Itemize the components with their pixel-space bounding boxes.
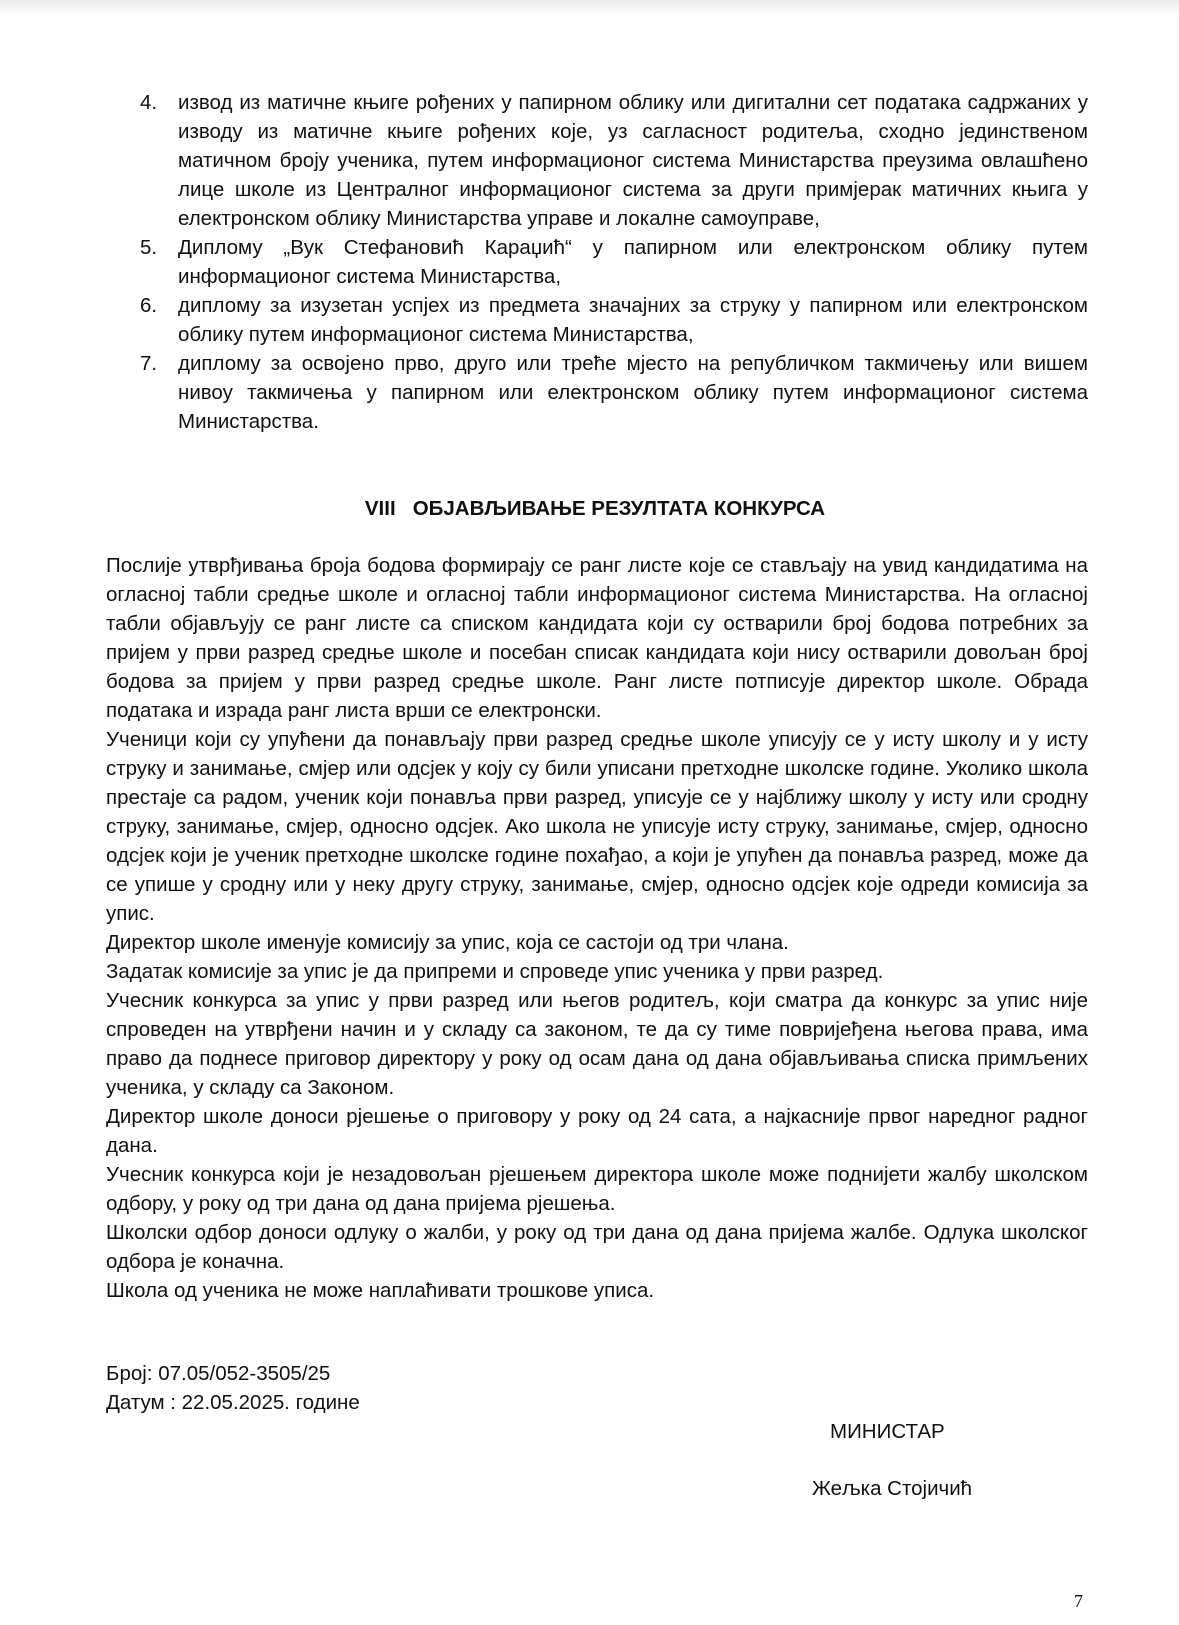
- required-documents-list: [140, 88, 1088, 436]
- list-item-number: 7.: [140, 352, 158, 375]
- list-item-text: диплому за изузетан успјех из предмета значајних за струку у папирном или електронском облику путем информационог система Министарства,: [178, 294, 1088, 346]
- signatory-name: Жељка Стојичић: [812, 1477, 973, 1500]
- paragraph: Директор школе доноси рјешење о приговору у року од 24 сата, а најкасније првог наредног радног дана.: [106, 1105, 1088, 1157]
- paragraph: Задатак комисије за упис је да припреми и спроведе упис ученика у први разред.: [106, 960, 884, 983]
- section-heading: VIII ОБЈАВЉИВАЊЕ РЕЗУЛТАТА КОНКУРСА: [364, 497, 826, 520]
- list-item: [140, 291, 1088, 349]
- paragraph: Учесник конкурса који је незадовољан рјешењем директора школе може поднијети жалбу школском одбору, у року од три дана од дана пријема рјешења.: [106, 1163, 1088, 1215]
- list-item: [140, 88, 1088, 233]
- paragraph: Ученици који су упућени да понављају први разред средње школе уписују се у исту школу и у исту струку и занимање, смјер или одсјек у коју су били уписани претходне школске године. Уколико школа престаје са радом, ученик који понавља први разред, уписује се у најближу школу у исту или сродну струку, занимање, смјер, односно одсјек. Ако школа не уписује исту струку, занимање, смјер, односно одсјек који је ученик претходне школске године похађао, а који је упућен да понавља разред, може да се упише у сродну или у неку другу струку, занимање, смјер, односно одсјек које одреди комисија за упис.: [106, 728, 1088, 925]
- signatory-title: МИНИСТАР: [830, 1420, 945, 1443]
- list-item-text: диплому за освојено прво, друго или треће мјесто на републичком такмичењу или вишем нивоу такмичења у папирном или електронском облику путем информационог система Министарства.: [178, 352, 1088, 433]
- list-item-text: Диплому „Вук Стефановић Караџић“ у папирном или електронском облику путем информационог система Министарства,: [178, 236, 1088, 288]
- paragraph: Школа од ученика не може наплаћивати трошкове уписа.: [106, 1279, 655, 1302]
- page-number: 7: [1074, 1591, 1083, 1611]
- list-item: [140, 233, 1088, 291]
- list-item: [140, 349, 1088, 436]
- paragraph: Школски одбор доноси одлуку о жалби, у року од три дана од дана пријема жалбе. Одлука школског одбора је коначна.: [106, 1221, 1088, 1273]
- list-item-number: 5.: [140, 236, 158, 259]
- section-body: [106, 551, 1088, 1305]
- reference-date: Датум : 22.05.2025. године: [106, 1391, 360, 1414]
- paragraph: Учесник конкурса за упис у први разред или његов родитељ, који сматра да конкурс за упис није спроведен на утврђени начин и у складу са законом, те да су тиме повријеђена његова права, има право да поднесе приговор директору у року од осам дана од дана објављивања списка примљених ученика, у складу са Законом.: [106, 989, 1088, 1099]
- document-reference: [106, 1359, 360, 1417]
- paragraph: Директор школе именује комисију за упис, која се састоји од три члана.: [106, 931, 789, 954]
- page-top-edge: [0, 0, 1179, 16]
- list-item-text: извод из матичне књиге рођених у папирном облику или дигитални сет података садржаних у изводу из матичне књиге рођених које, уз сагласност родитеља, сходно јединственом матичном броју ученика, путем информационог система Министарства преузима овлашћено лице школе из Централног информационог система за други примјерак матичних књига у електронском облику Министарства управе и локалне самоуправе,: [178, 91, 1088, 230]
- paragraph: Послије утврђивања броја бодова формирају се ранг листе које се стављају на увид кандидатима на огласној табли средње школе и огласној табли информационог система Министарства. На огласној табли објављују се ранг листе са списком кандидата који су остварили број бодова потребних за пријем у први разред средње школе и посебан списак кандидата који нису остварили довољан број бодова за пријем у први разред средње школе. Ранг листе потписује директор школе. Обрада података и израда ранг листа врши се електронски.: [106, 554, 1088, 722]
- list-item-number: 4.: [140, 91, 158, 114]
- list-item-number: 6.: [140, 294, 158, 317]
- reference-number: Број: 07.05/052-3505/25: [106, 1362, 331, 1385]
